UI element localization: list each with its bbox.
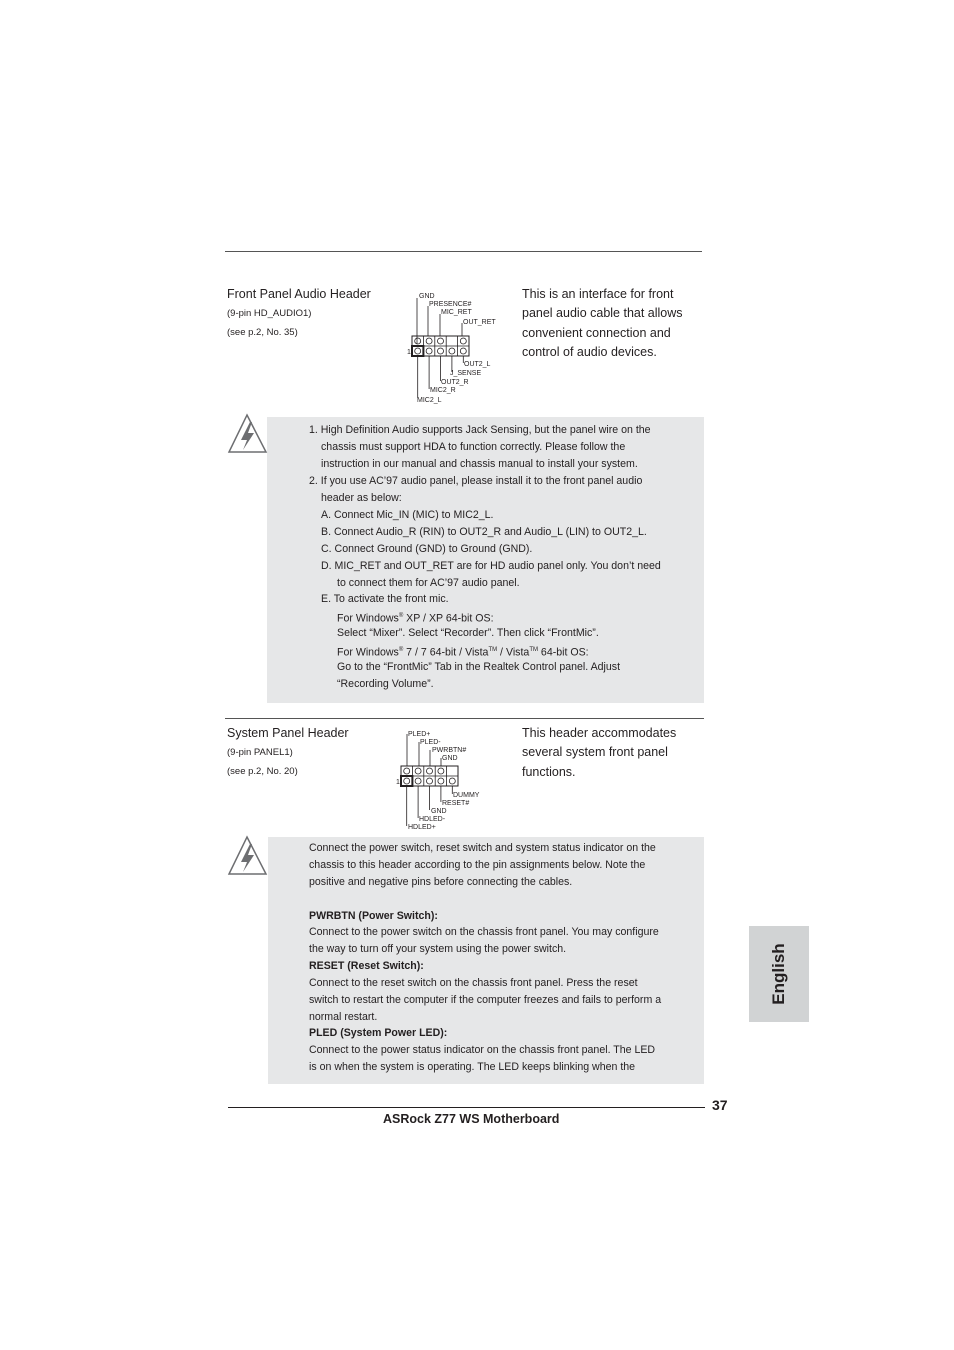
- audio-pin1-label: 1: [407, 349, 411, 356]
- note-line: Connect to the reset switch on the chassis front panel. Press the reset: [309, 977, 638, 989]
- note-line: Connect to the power switch on the chassis front panel. You may configure: [309, 926, 659, 938]
- note-line: A. Connect Mic_IN (MIC) to MIC2_L.: [321, 509, 494, 521]
- note-line: normal restart.: [309, 1011, 378, 1023]
- note-line: E. To activate the front mic.: [321, 593, 449, 605]
- language-tab: [749, 926, 809, 1022]
- note-line: Connect the power switch, reset switch and system status indicator on the: [309, 842, 656, 854]
- panel-pin-label: HDLED-: [419, 816, 446, 823]
- note-line: “Recording Volume”.: [337, 678, 434, 690]
- warning-icon: [227, 412, 269, 456]
- panel-pin-label: HDLED+: [408, 824, 436, 831]
- audio-pin-label: MIC2_L: [417, 397, 442, 404]
- audio-pin-label: J_SENSE: [450, 370, 482, 377]
- note-line: Go to the “FrontMic” Tab in the Realtek Control panel. Adjust: [337, 661, 621, 673]
- note-line: header as below:: [321, 492, 402, 504]
- note-line: C. Connect Ground (GND) to Ground (GND).: [321, 543, 533, 555]
- audio-header-pin-count: (9-pin HD_AUDIO1): [227, 308, 312, 319]
- note-line: Connect to the power status indicator on the chassis front panel. The LED: [309, 1044, 656, 1056]
- panel-header-title: System Panel Header: [227, 726, 349, 740]
- panel-header-diagram: [392, 728, 492, 832]
- panel-header-description: This header accommodates several system front panel functions.: [522, 726, 677, 779]
- top-rule: [225, 251, 702, 252]
- note-line: instruction in our manual and chassis manual to install your system.: [321, 458, 638, 470]
- panel-header-page-ref: (see p.2, No. 20): [227, 766, 298, 777]
- panel-pin-label: DUMMY: [453, 792, 480, 799]
- note-line: Select “Mixer”. Select “Recorder”. Then click “FrontMic”.: [337, 627, 599, 639]
- warning-icon: [227, 834, 269, 878]
- note-line: positive and negative pins before connecting the cables.: [309, 876, 573, 888]
- page-number: 37: [712, 1097, 728, 1113]
- language-tab-label: English: [769, 943, 788, 1005]
- note-line: chassis must support HDA to function correctly. Please follow the: [321, 441, 626, 453]
- panel-header-pin-count: (9-pin PANEL1): [227, 747, 293, 758]
- note-line: is on when the system is operating. The LED keeps blinking when the: [309, 1061, 636, 1073]
- audio-header-page-ref: (see p.2, No. 35): [227, 327, 298, 338]
- panel-pin-label: PWRBTN#: [432, 747, 467, 754]
- panel-pin-label: GND: [442, 755, 458, 762]
- audio-header-diagram: [400, 288, 510, 408]
- note-line: B. Connect Audio_R (RIN) to OUT2_R and Audio_L (LIN) to OUT2_L.: [321, 526, 647, 538]
- panel-pin-label: GND: [431, 808, 447, 815]
- note-line: to connect them for AC’97 audio panel.: [337, 577, 520, 589]
- note-line-windows-xp: For Windows® XP / XP 64-bit OS:: [337, 612, 494, 625]
- note-line: 2. If you use AC’97 audio panel, please install it to the front panel audio: [309, 475, 643, 487]
- section-rule: [225, 718, 704, 719]
- audio-pin-label: OUT2_R: [441, 379, 469, 386]
- note-line: the way to turn off your system using the power switch.: [309, 943, 567, 955]
- note-line: D. MIC_RET and OUT_RET are for HD audio panel only. You don’t need: [321, 560, 661, 572]
- note-line: chassis to this header according to the pin assignments below. Note the: [309, 859, 646, 871]
- panel-pin-label: PLED-: [420, 739, 441, 746]
- audio-pin-label: OUT_RET: [463, 319, 496, 326]
- audio-header-description: This is an interface for front panel audio cable that allows convenient connection and control of audio devices.: [522, 287, 683, 359]
- note-heading-pwrbtn: PWRBTN (Power Switch):: [309, 910, 438, 922]
- audio-pin-label: PRESENCE#: [429, 301, 472, 308]
- note-heading-pled: PLED (System Power LED):: [309, 1027, 448, 1039]
- note-line: 1. High Definition Audio supports Jack Sensing, but the panel wire on the: [309, 424, 651, 436]
- audio-pin-label: GND: [419, 293, 435, 300]
- audio-pin-label: MIC_RET: [441, 309, 472, 316]
- audio-pin-label: OUT2_L: [464, 361, 491, 368]
- note-line: switch to restart the computer if the computer freezes and fails to perform a: [309, 994, 662, 1006]
- footer-rule: [228, 1107, 705, 1108]
- panel-pin-label: RESET#: [442, 800, 470, 807]
- audio-header-title: Front Panel Audio Header: [227, 287, 371, 301]
- audio-pin-label: MIC2_R: [430, 387, 456, 394]
- panel-pin-label: PLED+: [408, 731, 431, 738]
- note-heading-reset: RESET (Reset Switch):: [309, 960, 424, 972]
- panel-pin1-label: 1: [396, 779, 400, 786]
- footer-product-name: ASRock Z77 WS Motherboard: [383, 1112, 560, 1126]
- note-line-windows-7: For Windows® 7 / 7 64-bit / Vista™ / Vista™ 64-bit OS:: [337, 646, 589, 659]
